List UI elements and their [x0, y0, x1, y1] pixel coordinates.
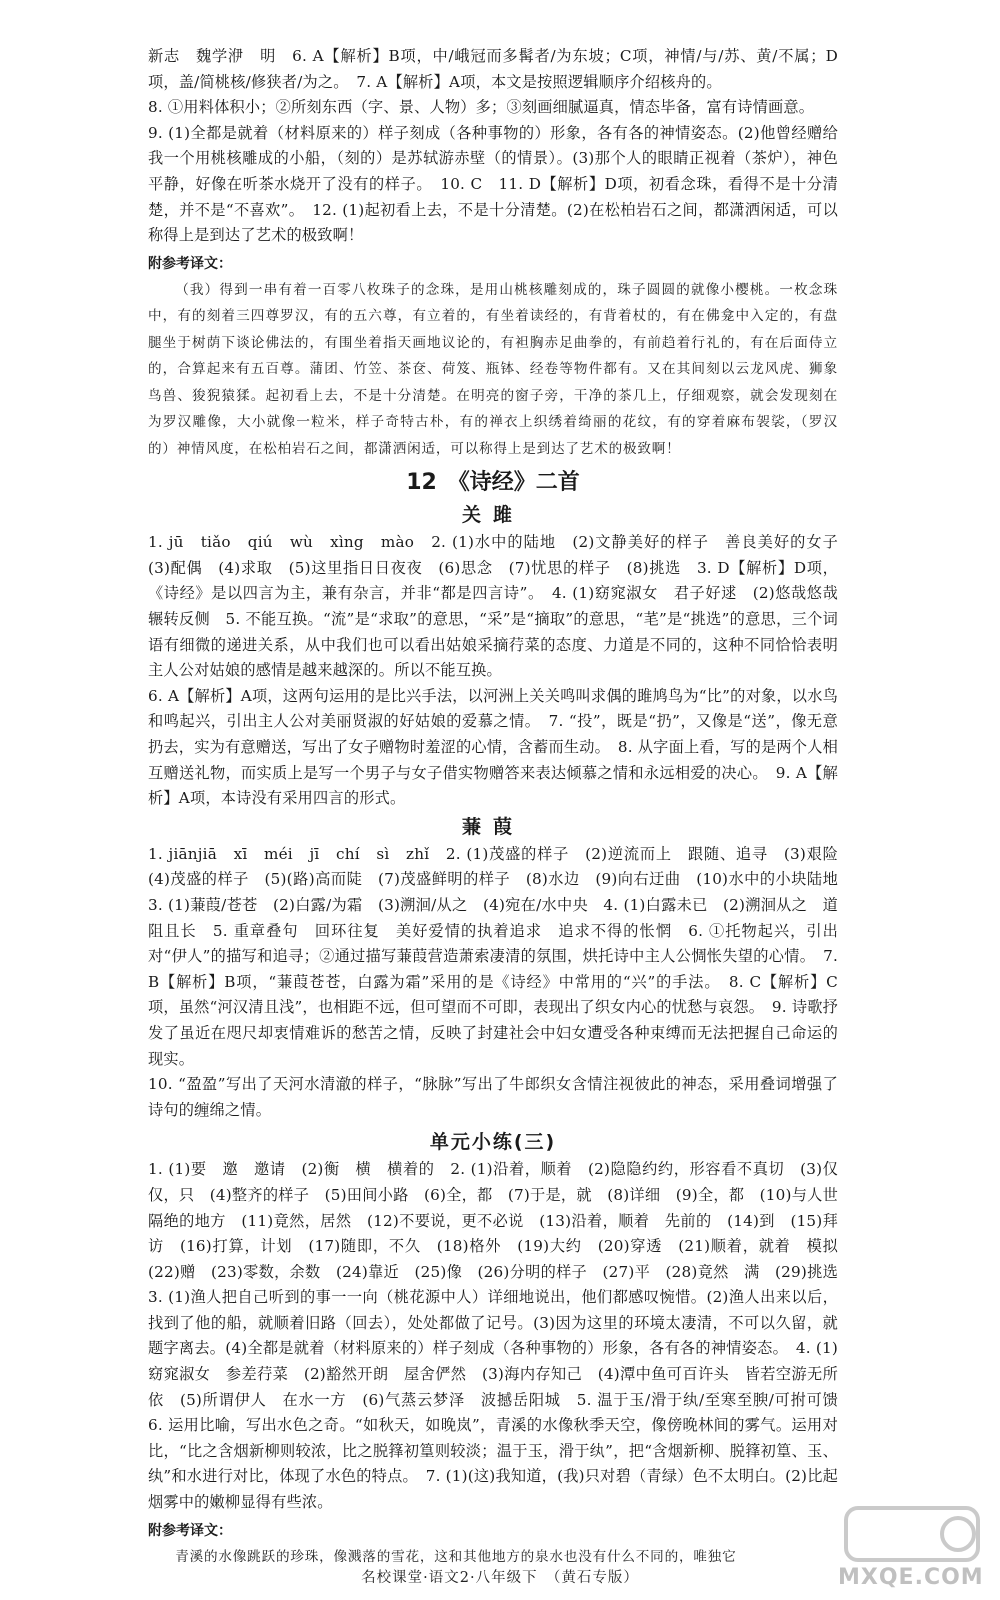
- unit-answers: [148, 1157, 854, 1515]
- answer-page: [148, 44, 854, 1570]
- page-footer: 名校课堂·语文2·八年级下 （黄石专版）: [361, 1570, 639, 1586]
- guanju-answers: [148, 530, 854, 812]
- answer-paragraph: 1. jū tiǎo qiú wù xìng mào 2. (1)水中的陆地 (2)文静美好的样子 善良美好的女子 (3)配偶 (4)求取 (5)这里指日日夜夜 (6)思念 (7)忧思的样子 (8)挑选 3. D【解析】D项，《诗经》是以四言为主，兼有杂言，并非“都是四言诗”。 4. (1)窈窕淑女 君子好逑 (2)悠哉悠哉 辗转反侧 5. 不能互换。“流”是“求取”的意思，“采”是“摘取”的意思，“芼”是“挑选”的意思，三个词语有细微的递进关系，从中我们也可以看出姑娘采摘荇菜的态度、力道是不同的，这种不同恰恰表明主人公对姑娘的感情是越来越深的。所以不能互换。: [148, 533, 854, 680]
- answer-paragraph: 8. ①用料体积小；②所刻东西（字、景、人物）多；③刻画细腻逼真，情态毕备，富有诗情画意。: [148, 98, 815, 117]
- answer-paragraph: 9. (1)全都是就着（材料原来的）样子刻成（各种事物的）形象，各有各的神情姿态。(2)他曾经赠给我一个用桃核雕成的小船，（刻的）是苏轼游赤壁（的情景）。(3)那个人的眼睛正视着（茶炉），神色平静，好像在听茶水烧开了没有的样子。 10. C 11. D【解析】D项，初看念珠，看得不是十分清楚，并不是“不喜欢”。 12. (1)起初看上去，不是十分清楚。(2)在松柏岩石之间，都潇洒闲适，可以称得上是到达了艺术的极致啊！: [148, 123, 838, 245]
- poem-title-guanju: 关雎: [461, 504, 524, 527]
- watermark-text: MXQE.COM: [838, 1565, 984, 1590]
- answer-paragraph: 1. (1)要 邀 邀请 (2)衡 横 横着的 2. (1)沿着，顺着 (2)隐隐约约，形容看不真切 (3)仅仅，只 (4)整齐的样子 (5)田间小路 (6)全，都 (7)于是，就 (8)详细 (9)全，都 (10)与人世隔绝的地方 (11)竟然，居然 (12)不要说，更不必说 (13)沿着，顺着 先前的 (14)到 (15)拜访 (16)打算，计划 (17)随即，不久 (18)格外 (19)大约 (20)穿透 (21)顺着，就着 模拟 (22)赠 (23)零数，余数 (24)靠近 (25)像 (26)分明的样子 (27)平 (28)竟然 满 (29)挑选 3. (1)渔人把自己听到的事一一向（桃花源中人）详细地说出，他们都感叹惋惜。(2)渔人出来以后，找到了他的船，就顺着旧路（回去），处处都做了记号。(3)因为这里的环境太凄清，不可以久留，就题字离去。(4)全都是就着（材料原来的）样子刻成（各种事物的）形象，各有各的神情姿态。 4. (1)窈窕淑女 参差荇菜 (2)豁然开朗 屋舍俨然 (3)海内存知己 (4)潭中鱼可百许头 皆若空游无所依 (5)所谓伊人 在水一方 (6)气蒸云梦泽 波撼岳阳城 5. 温于玉/滑于纨/至寒至腴/可拊可馈 6. 运用比喻，写出水色之奇。“如秋天，如晚岚”，青溪的水像秋季天空，像傍晚林间的雾气。运用对比，“比之含烟新柳则较浓，比之脱箨初篁则较淡；温于玉，滑于纨”，把“含烟新柳、脱箨初篁、玉、纨”和水进行对比，体现了水色的特点。 7. (1)(这)我知道，(我)只对碧（青绿）色不太明白。(2)比起烟雾中的嫩柳显得有些浓。: [148, 1160, 854, 1512]
- unit-practice-title: 单元小练(三): [429, 1131, 557, 1154]
- poem-title-jianjia: 蒹葭: [461, 815, 524, 838]
- answer-paragraph: 新志 魏学洢 明 6. A【解析】B项，中/峨冠而多髯者/为东坡；C项，神情/与/苏、黄/不属；D项，盖/简桃核/修狭者/为之。 7. A【解析】A项，本文是按照逻辑顺序介绍核舟的。: [148, 47, 838, 91]
- reference-translation: 青溪的水像跳跃的珍珠，像溅落的雪花，这和其他地方的泉水也没有什么不同的，唯独它: [175, 1548, 737, 1565]
- answer-paragraph: 6. A【解析】A项，这两句运用的是比兴手法，以河洲上关关鸣叫求偶的雎鸠鸟为“比”的对象，以水鸟和鸣起兴，引出主人公对美丽贤淑的好姑娘的爱慕之情。 7. “投”，既是“扔”，又像是“送”，像无意扔去，实为有意赠送，写出了女子赠物时羞涩的心情，含蓄而生动。 8. 从字面上看，写的是两个人相互赠送礼物，而实质上是写一个男子与女子借实物赠答来表达倾慕之情和永远相爱的决心。 9. A【解析】A项，本诗没有采用四言的形式。: [148, 686, 838, 808]
- jianjia-answers: [148, 842, 854, 1124]
- answer-paragraph: 10. “盈盈”写出了天河水清澈的样子，“脉脉”写出了牛郎织女含情注视彼此的神态，采用叠词增强了诗句的缠绵之情。: [148, 1075, 838, 1119]
- translation-label: 附参考译文：: [148, 255, 232, 272]
- translation-label: 附参考译文：: [148, 1522, 232, 1539]
- section11-answers: [148, 44, 838, 249]
- answer-paragraph: 1. jiānjiā xī méi jī chí sì zhǐ 2. (1)茂盛的样子 (2)逆流而上 跟随、追寻 (3)艰险 (4)茂盛的样子 (5)(路)高而陡 (7)茂盛鲜明的样子 (8)水边 (9)向右迂曲 (10)水中的小块陆地 3. (1)蒹葭/苍苍 (2)白露/为霜 (3)溯洄/从之 (4)宛在/水中央 4. (1)白露未已 (2)溯洄从之 道阻且长 5. 重章叠句 回环往复 美好爱情的执着追求 追求不得的怅惘 6. ①托物起兴，引出对“伊人”的描写和追寻；②通过描写蒹葭营造萧索凄清的氛围，烘托诗中主人公惆怅失望的心情。 7. B【解析】B项，“蒹葭苍苍，白露为霜”采用的是《诗经》中常用的“兴”的手法。 8. C【解析】C项，虽然“河汉清且浅”，也相距不远，但可望而不可即，表现出了织女内心的忧愁与哀怨。 9. 诗歌抒发了虽近在咫尺却衷情难诉的愁苦之情，反映了封建社会中妇女遭受各种束缚而无法把握自己命运的现实。: [148, 844, 854, 1068]
- reference-translation: （我）得到一串有着一百零八枚珠子的念珠，是用山桃核雕刻成的，珠子圆圆的就像小樱桃。一枚念珠中，有的刻着三四尊罗汉，有的五六尊，有立着的，有坐着读经的，有背着杖的，有在佛龛中入定的，有盘腿坐于树荫下谈论佛法的，有围坐着指天画地议论的，有袒胸赤足曲拳的，有前趋着行礼的，有在后面侍立的，合算起来有五百尊。蒲团、竹笠、茶奁、荷笈、瓶钵、经卷等物件都有。又在其间刻以云龙风虎、狮象鸟兽、狻猊猿猱。起初看上去，不是十分清楚。在明亮的窗子旁，干净的茶几上，仔细观察，就会发现刻在为罗汉雕像，大小就像一粒米，样子奇特古朴，有的禅衣上织绣着绮丽的花纹，有的穿着麻布袈裟，（罗汉的）神情风度，在松柏岩石之间，都潇洒闲适，可以称得上是到达了艺术的极致啊！: [148, 281, 838, 457]
- lesson-title: 12 《诗经》二首: [406, 470, 580, 496]
